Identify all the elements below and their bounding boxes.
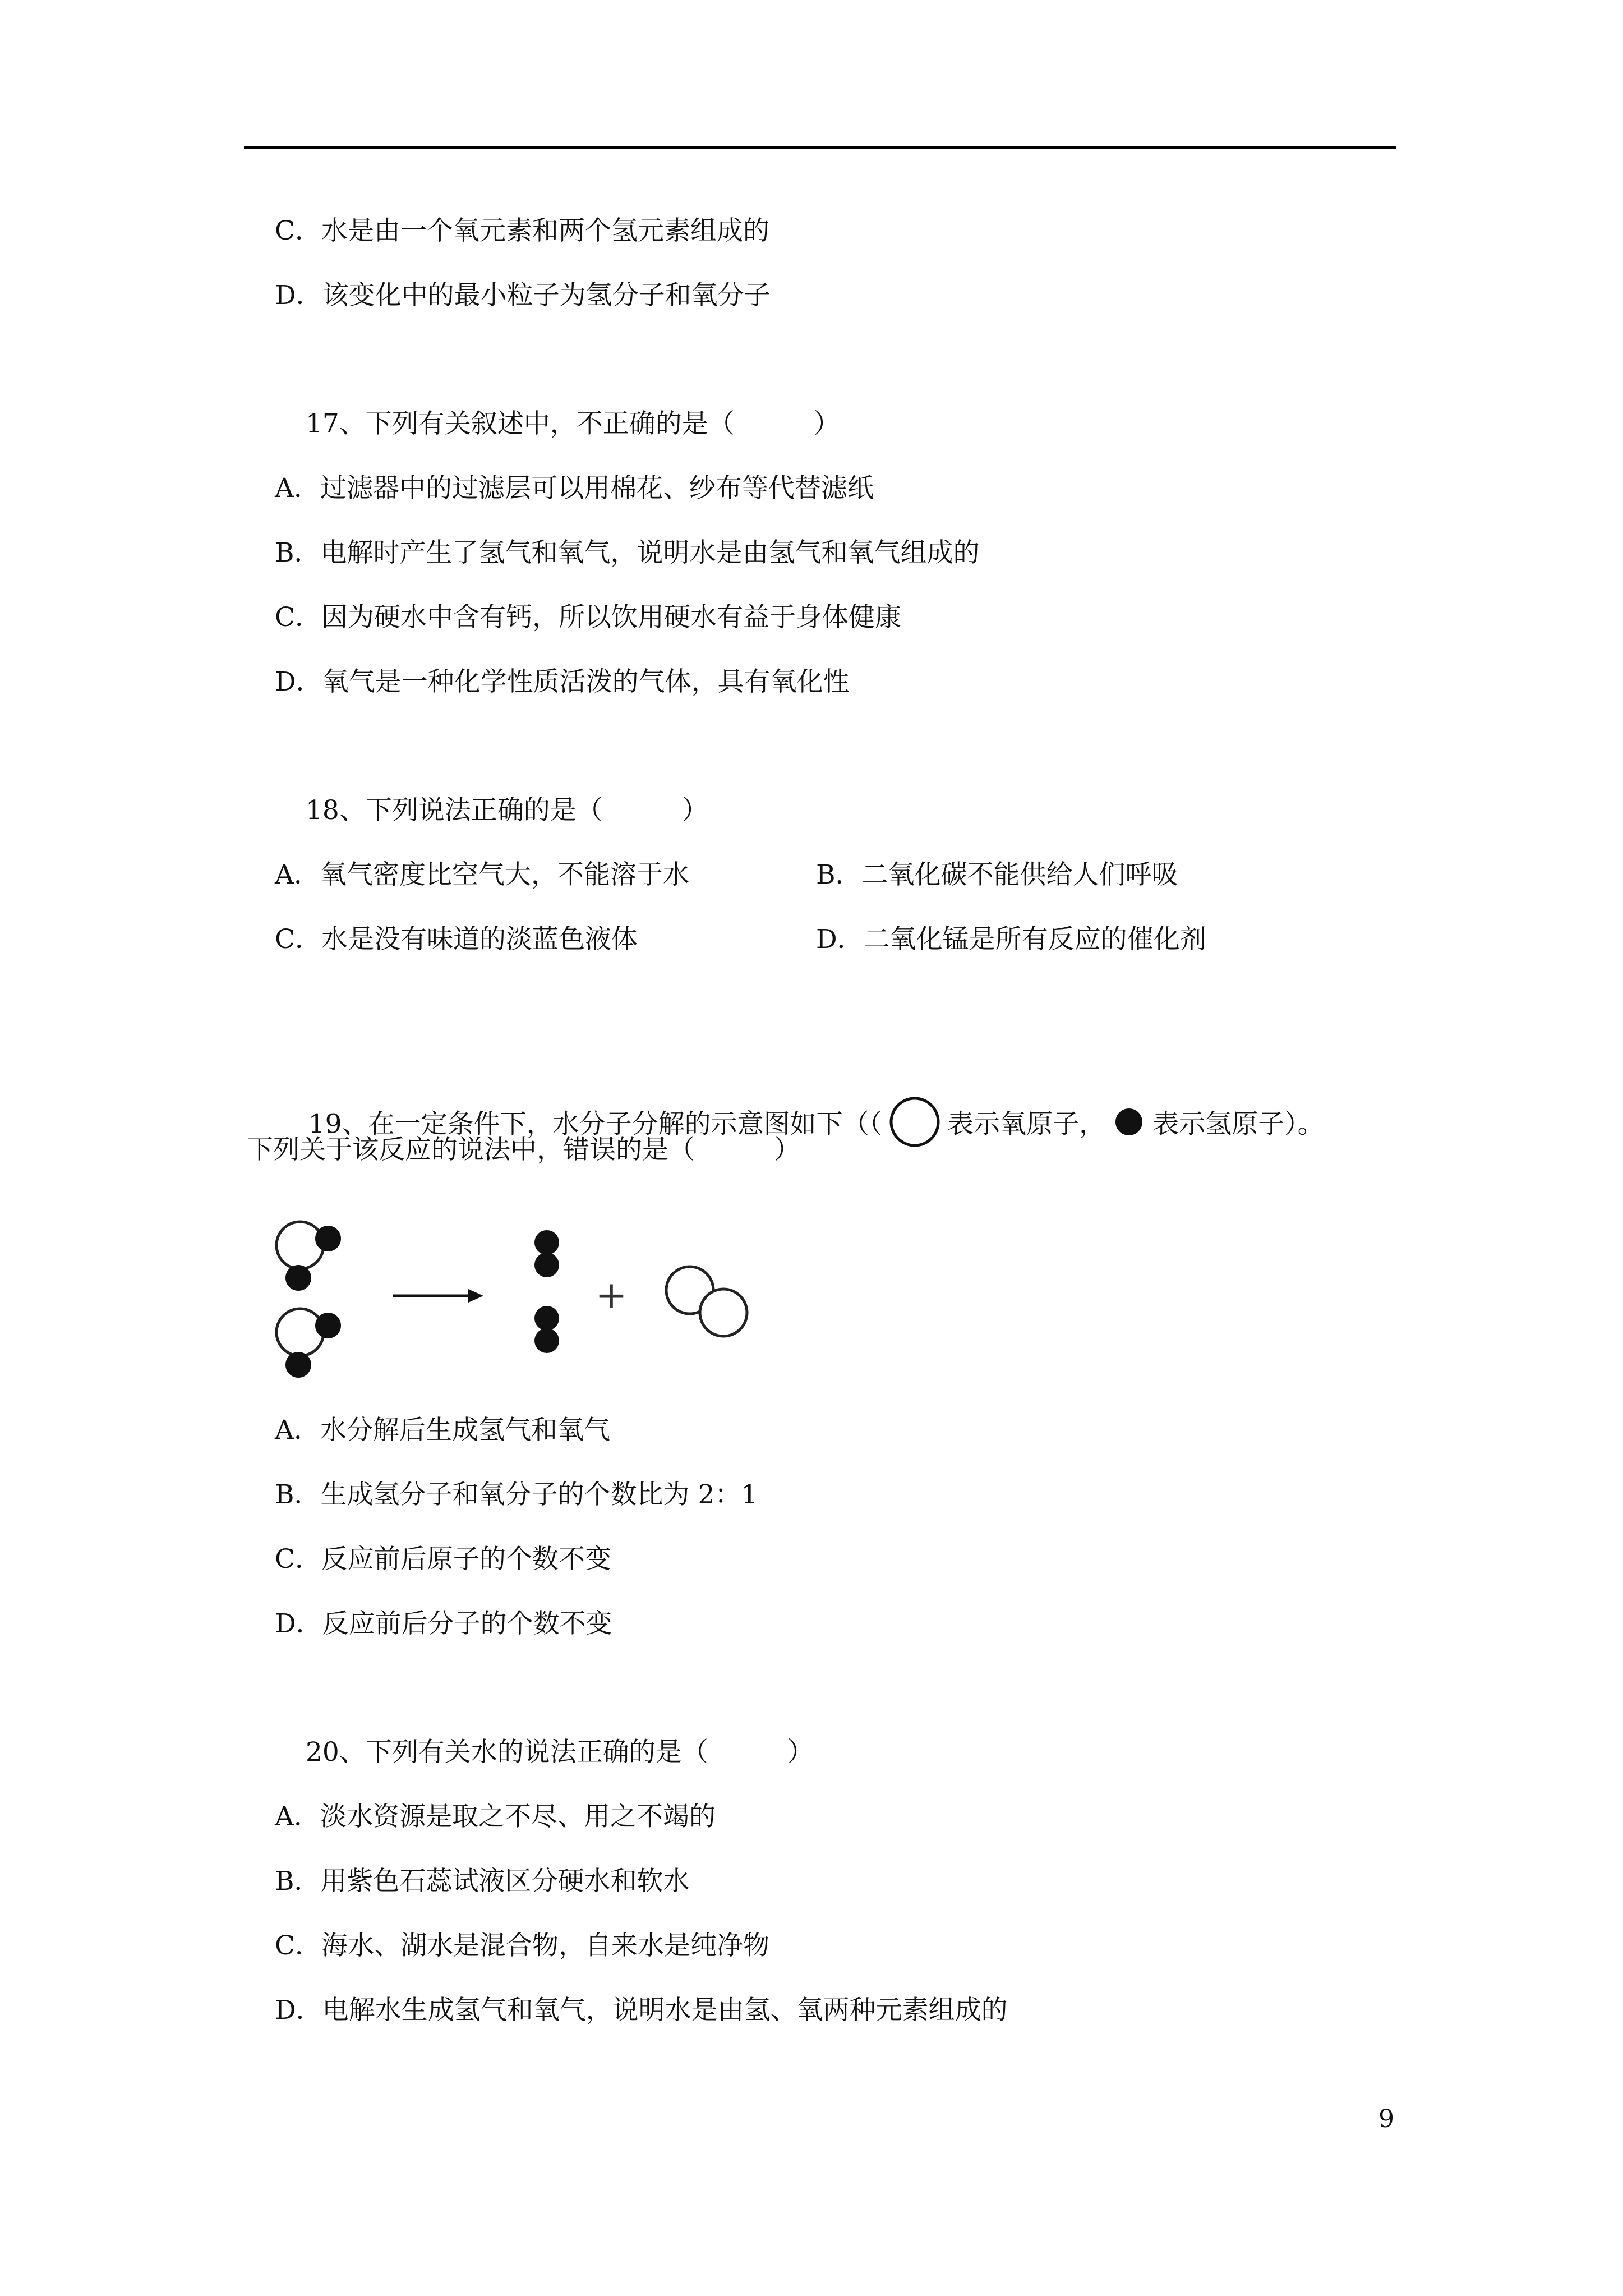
q20-option-d: D．电解水生成氢气和氧气，说明水是由氢、氧两种元素组成的 [275,1995,1008,2026]
hydrogen-atom-icon [1105,1105,1152,1147]
q19-option-a: A．水分解后生成氢气和氧气 [275,1415,610,1446]
q17-option-a: A．过滤器中的过滤层可以用棉花、纱布等代替滤纸 [275,473,874,504]
reaction-arrow [393,1289,483,1303]
oxygen-molecule [666,1267,747,1336]
hydrogen-molecule-2 [534,1306,559,1353]
water-molecule-1 [276,1222,341,1291]
plus-sign: + [595,1273,628,1318]
q18-stem: 18、下列说法正确的是（ ） [306,795,708,826]
q17-stem: 17、下列有关叙述中，不正确的是（ ） [306,408,840,439]
q20-option-c: C．海水、湖水是混合物，自来水是纯净物 [275,1930,769,1961]
hydrogen-molecule-1 [534,1230,559,1277]
q18-option-b: B．二氧化碳不能供给人们呼吸 [816,859,1178,890]
q17-option-c: C．因为硬水中含有钙，所以饮用硬水有益于身体健康 [275,602,901,633]
water-molecule-2 [276,1309,341,1378]
oxygen-atom-icon [882,1094,947,1158]
q19-stem-line2: 下列关于该反应的说法中，错误的是（ ） [247,1134,800,1165]
q18-option-d: D．二氧化锰是所有反应的催化剂 [816,924,1206,955]
q17-option-d: D．氧气是一种化学性质活泼的气体，具有氧化性 [275,666,850,697]
q20-option-a: A．淡水资源是取之不尽、用之不竭的 [275,1801,716,1832]
q18-option-a: A．氧气密度比空气大，不能溶于水 [275,859,689,890]
q17-option-b: B．电解时产生了氢气和氧气，说明水是由氢气和氧气组成的 [275,537,980,568]
water-decomposition-diagram [264,1206,768,1391]
q19-stem [275,1060,1324,1192]
q19-option-c: C．反应前后原子的个数不变 [275,1544,611,1575]
q19-legend-hydrogen: 表示氢原子）。 [1152,1108,1324,1140]
q16-option-d: D．该变化中的最小粒子为氢分子和氧分子 [275,280,771,311]
q16-option-c: C．水是由一个氧元素和两个氢元素组成的 [275,215,769,246]
q19-stem-start: 19、在一定条件下，水分子分解的示意图如下（（ [308,1108,883,1140]
page-number: 9 [1378,2105,1394,2133]
q18-option-c: C．水是没有味道的淡蓝色液体 [275,924,638,955]
q19-legend-oxygen: 表示氧原子， [947,1108,1106,1140]
q19-option-b: B．生成氢分子和氧分子的个数比为 2：1 [275,1479,758,1510]
q19-option-d: D．反应前后分子的个数不变 [275,1608,612,1639]
header-rule [244,146,1396,149]
q20-option-b: B．用紫色石蕊试液区分硬水和软水 [275,1866,690,1897]
q20-stem: 20、下列有关水的说法正确的是（ ） [306,1737,814,1768]
